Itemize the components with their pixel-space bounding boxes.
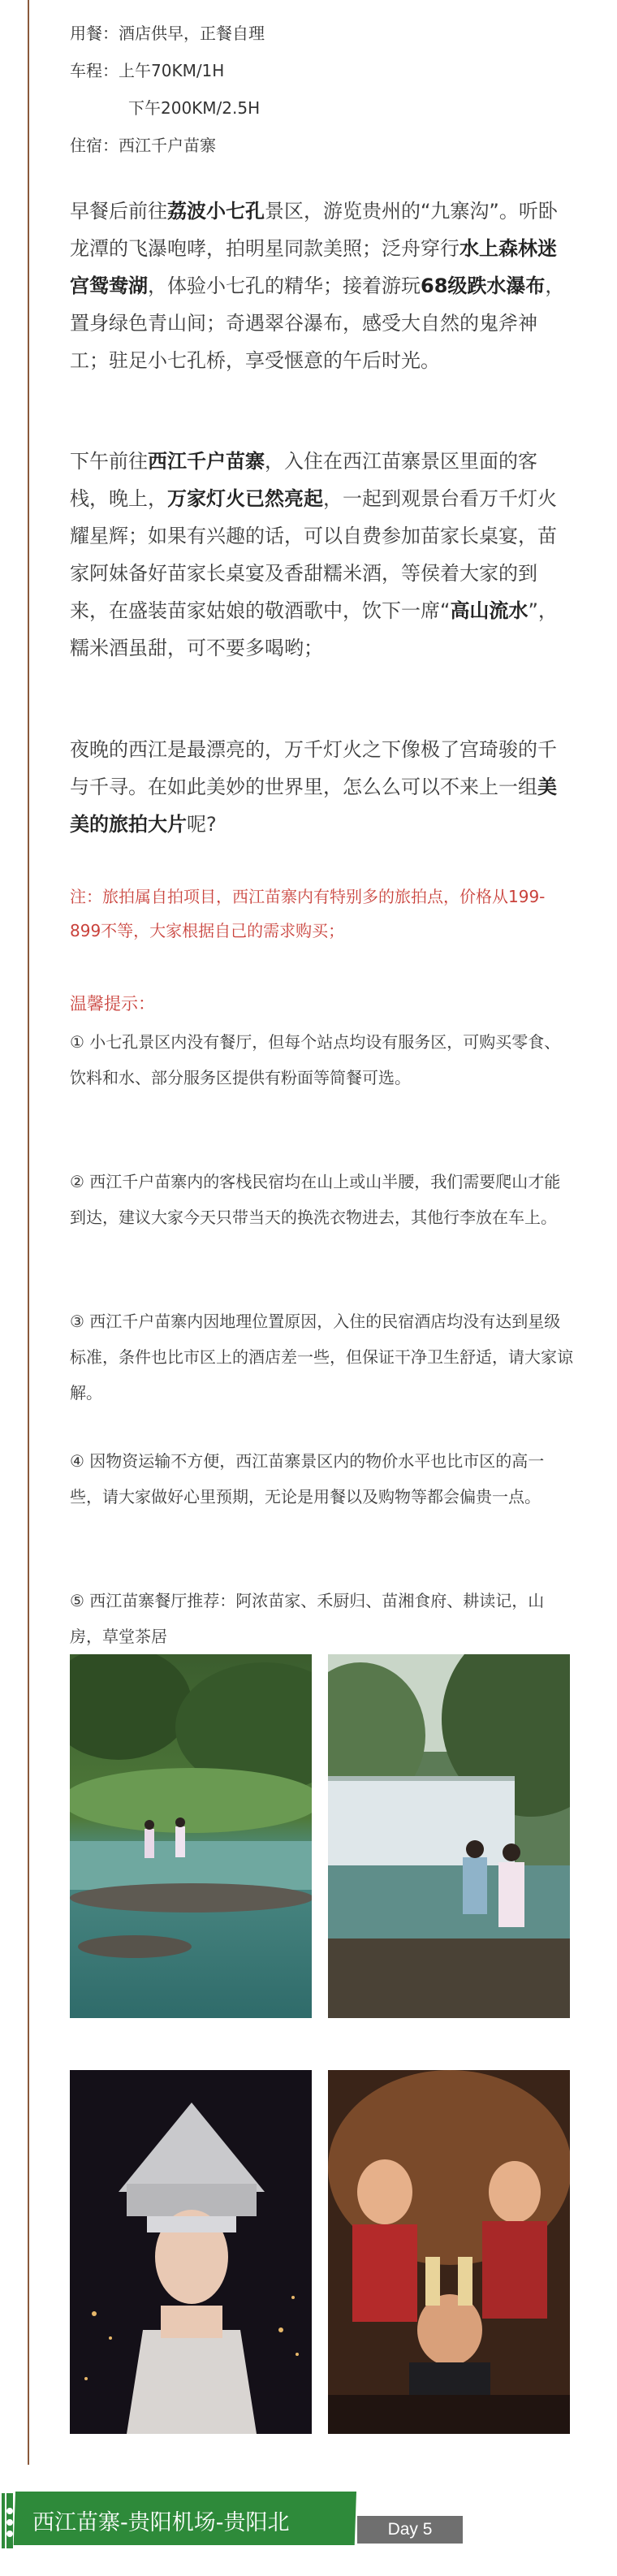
text: 早餐后前往: [70, 200, 167, 223]
highlight: 西江千户苗寨: [148, 450, 265, 473]
timeline-line: [28, 0, 29, 2465]
text: 夜晚的西江是最漂亮的，万千灯火之下像极了宫琦骏的千与千寻。在如此美妙的世界里，怎么么可以不来上一组: [70, 738, 557, 798]
text: 呢?: [187, 813, 217, 836]
night-paragraph: [70, 731, 573, 843]
highlight: 荔波小七孔: [167, 200, 265, 223]
highlight: 68级跌水瀑布: [421, 274, 546, 297]
drive-info-morning: 车程：上午70KM/1H: [70, 61, 225, 80]
tip-item: ⑤ 西江苗寨餐厅推荐：阿浓苗家、禾厨归、苗湘食府、耕读记，山房，草堂茶居: [70, 1591, 545, 1646]
xiaoqikong-stream-photo: [70, 1654, 312, 2018]
drive-info-afternoon: 下午200KM/2.5H: [128, 98, 261, 118]
miao-feast-toast-photo: [328, 2070, 570, 2434]
stay-info: 住宿：西江千户苗寨: [70, 136, 216, 155]
day-info: [70, 15, 573, 164]
day-badge: Day 5: [387, 2520, 433, 2539]
afternoon-paragraph: [70, 443, 573, 667]
text: ”，糯米酒虽甜，可不要多喝哟；: [70, 599, 558, 659]
highlight: 水上森林迷宫鸳鸯湖: [70, 237, 557, 297]
morning-paragraph: [70, 192, 573, 379]
tip-item: ④ 因物资运输不方便，西江苗寨景区内的物价水平也比市区的高一些，请大家做好心里预期，无论是用餐以及购物等都会偏贵一点。: [70, 1451, 545, 1506]
tip-item: ① 小七孔景区内没有餐厅，但每个站点均设有服务区，可购买零食、饮料和水、部分服务区提供有粉面等简餐可选。: [70, 1032, 561, 1087]
highlight: 美美的旅拍大片: [70, 776, 557, 836]
tip-item: ② 西江千户苗寨内的客栈民宿均在山上或山半腰，我们需要爬山才能到达，建议大家今天只带当天的换洗衣物进去，其他行李放在车上。: [70, 1172, 561, 1227]
miao-headdress-photo: [70, 2070, 312, 2434]
text: ，入住在西江苗寨景区里面的客栈，晚上，: [70, 450, 537, 510]
meal-info: 用餐：酒店供早，正餐自理: [70, 24, 265, 43]
text: 下午前往: [70, 450, 148, 473]
waterfall-girls-photo: [328, 1654, 570, 2018]
text: ，置身绿色青山间；奇遇翠谷瀑布，感受大自然的鬼斧神工；驻足小七孔桥，享受惬意的午后时光。: [70, 274, 565, 372]
text: 景区，游览贵州的“九寨沟”。听卧龙潭的飞瀑咆哮，拍明星同款美照；泛舟穿行: [70, 200, 558, 260]
highlight: 万家灯火已然亮起: [167, 487, 323, 510]
tip-item: ③ 西江千户苗寨内因地理位置原因，入住的民宿酒店均没有达到星级标准，条件也比市区上的酒店差一些，但保证干净卫生舒适，请大家谅解。: [70, 1312, 573, 1403]
route-title: 西江苗寨-贵阳机场-贵阳北: [32, 2510, 290, 2535]
photo-shoot-note: 注：旅拍属自拍项目，西江苗寨内有特别多的旅拍点，价格从199-899不等，大家根据自己的需求购买；: [70, 887, 546, 940]
text: ，一起到观景台看万千灯火耀星辉；如果有兴趣的话，可以自费参加苗家长桌宴，苗家阿妹备好苗家长桌宴及香甜糯米酒，等侯着大家的到来，在盛装苗家姑娘的敬酒歌中，饮下一席“: [70, 487, 557, 622]
tips-title: 温馨提示：: [70, 994, 155, 1014]
day-banner: [0, 2469, 617, 2573]
text: ，体验小七孔的精华；接着游玩: [148, 274, 421, 297]
highlight: 高山流水: [450, 599, 529, 622]
